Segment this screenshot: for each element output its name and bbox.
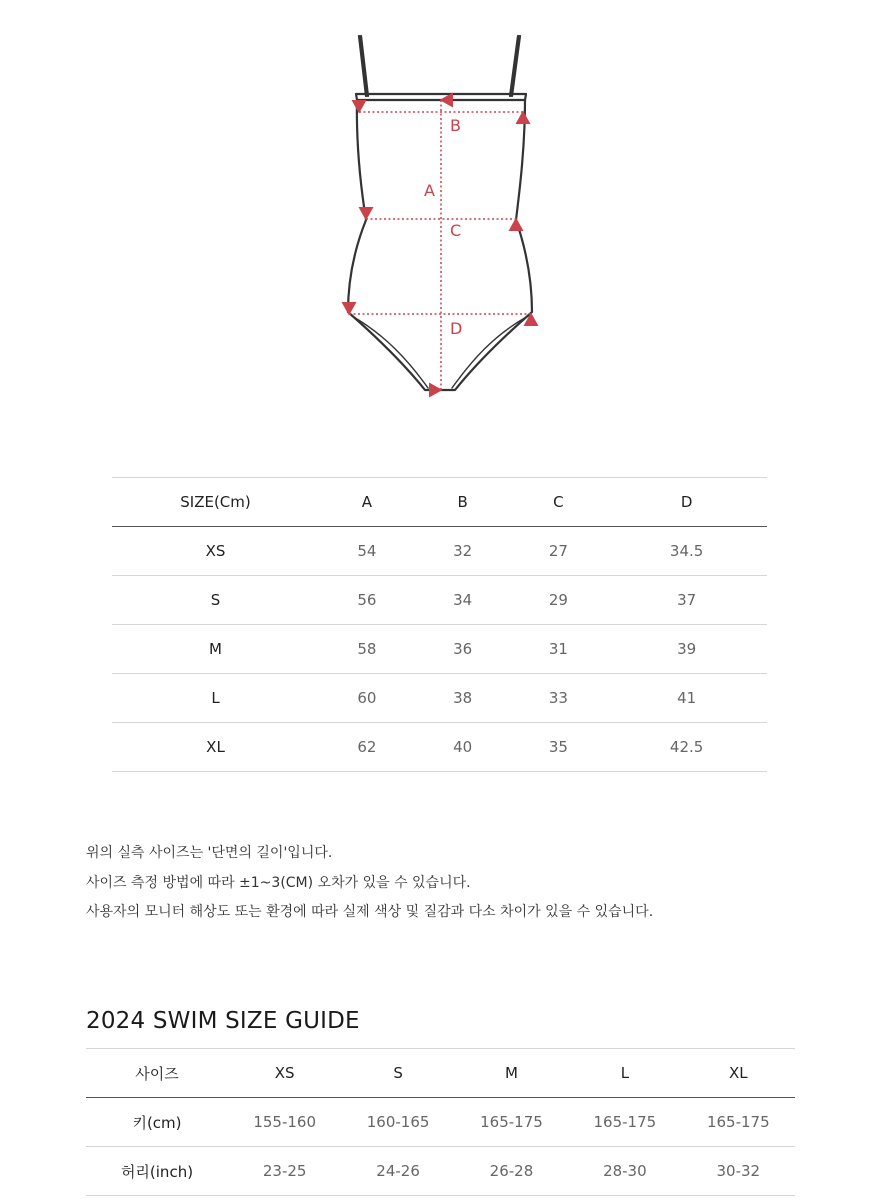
guide-header-xs: XS: [228, 1049, 341, 1098]
guide-row-label: 키(cm): [86, 1098, 228, 1147]
value-cell: 34.5: [606, 527, 767, 576]
swimsuit-outline: [348, 36, 532, 390]
table-row: [86, 1098, 795, 1147]
table-row: [86, 1147, 795, 1196]
value-cell: 34: [415, 576, 511, 625]
value-cell: 56: [319, 576, 415, 625]
value-cell: 32: [415, 527, 511, 576]
value-cell: 40: [415, 723, 511, 772]
note-line: 위의 실측 사이즈는 '단면의 길이'입니다.: [86, 845, 333, 861]
label-c: C: [450, 221, 462, 240]
size-cell: L: [112, 674, 319, 723]
value-cell: 165-175: [568, 1098, 681, 1147]
guide-header-s: S: [341, 1049, 454, 1098]
measure-lines: [349, 100, 531, 390]
value-cell: 39: [606, 625, 767, 674]
header-d: D: [606, 478, 767, 527]
value-cell: 37: [606, 576, 767, 625]
value-cell: 23-25: [228, 1147, 341, 1196]
label-a: A: [424, 181, 435, 200]
note-line: 사이즈 측정 방법에 따라 ±1~3(CM) 오차가 있을 수 있습니다.: [86, 874, 471, 891]
size-cell: M: [112, 625, 319, 674]
value-cell: 60: [319, 674, 415, 723]
size-cell: XL: [112, 723, 319, 772]
size-guide-title: 2024 SWIM SIZE GUIDE: [86, 1008, 360, 1034]
value-cell: 165-175: [682, 1098, 795, 1147]
table-row: [112, 527, 767, 576]
value-cell: 54: [319, 527, 415, 576]
guide-header-row: [86, 1049, 795, 1098]
value-cell: 38: [415, 674, 511, 723]
measurement-header-row: [112, 478, 767, 527]
value-cell: 31: [511, 625, 607, 674]
value-cell: 62: [319, 723, 415, 772]
measurement-table: [112, 477, 767, 772]
swimsuit-diagram: [0, 0, 879, 440]
size-cell: XS: [112, 527, 319, 576]
table-row: [112, 576, 767, 625]
size-notes: [86, 839, 653, 928]
guide-header-l: L: [568, 1049, 681, 1098]
value-cell: 29: [511, 576, 607, 625]
guide-header-xl: XL: [682, 1049, 795, 1098]
table-row: [112, 723, 767, 772]
value-cell: 42.5: [606, 723, 767, 772]
size-cell: S: [112, 576, 319, 625]
size-guide-table: [86, 1048, 795, 1196]
value-cell: 160-165: [341, 1098, 454, 1147]
value-cell: 28-30: [568, 1147, 681, 1196]
value-cell: 155-160: [228, 1098, 341, 1147]
value-cell: 36: [415, 625, 511, 674]
guide-header-m: M: [455, 1049, 568, 1098]
value-cell: 33: [511, 674, 607, 723]
value-cell: 35: [511, 723, 607, 772]
value-cell: 41: [606, 674, 767, 723]
note-line: 사용자의 모니터 해상도 또는 환경에 따라 실제 색상 및 질감과 다소 차이가 있을 수 있습니다.: [86, 904, 654, 920]
value-cell: 26-28: [455, 1147, 568, 1196]
table-row: [112, 625, 767, 674]
guide-header-size: 사이즈: [86, 1049, 228, 1098]
header-size: SIZE(Cm): [112, 478, 319, 527]
guide-row-label: 허리(inch): [86, 1147, 228, 1196]
value-cell: 27: [511, 527, 607, 576]
value-cell: 24-26: [341, 1147, 454, 1196]
header-a: A: [319, 478, 415, 527]
label-b: B: [450, 116, 461, 135]
label-d: D: [450, 319, 463, 338]
header-b: B: [415, 478, 511, 527]
table-row: [112, 674, 767, 723]
value-cell: 30-32: [682, 1147, 795, 1196]
value-cell: 58: [319, 625, 415, 674]
header-c: C: [511, 478, 607, 527]
value-cell: 165-175: [455, 1098, 568, 1147]
